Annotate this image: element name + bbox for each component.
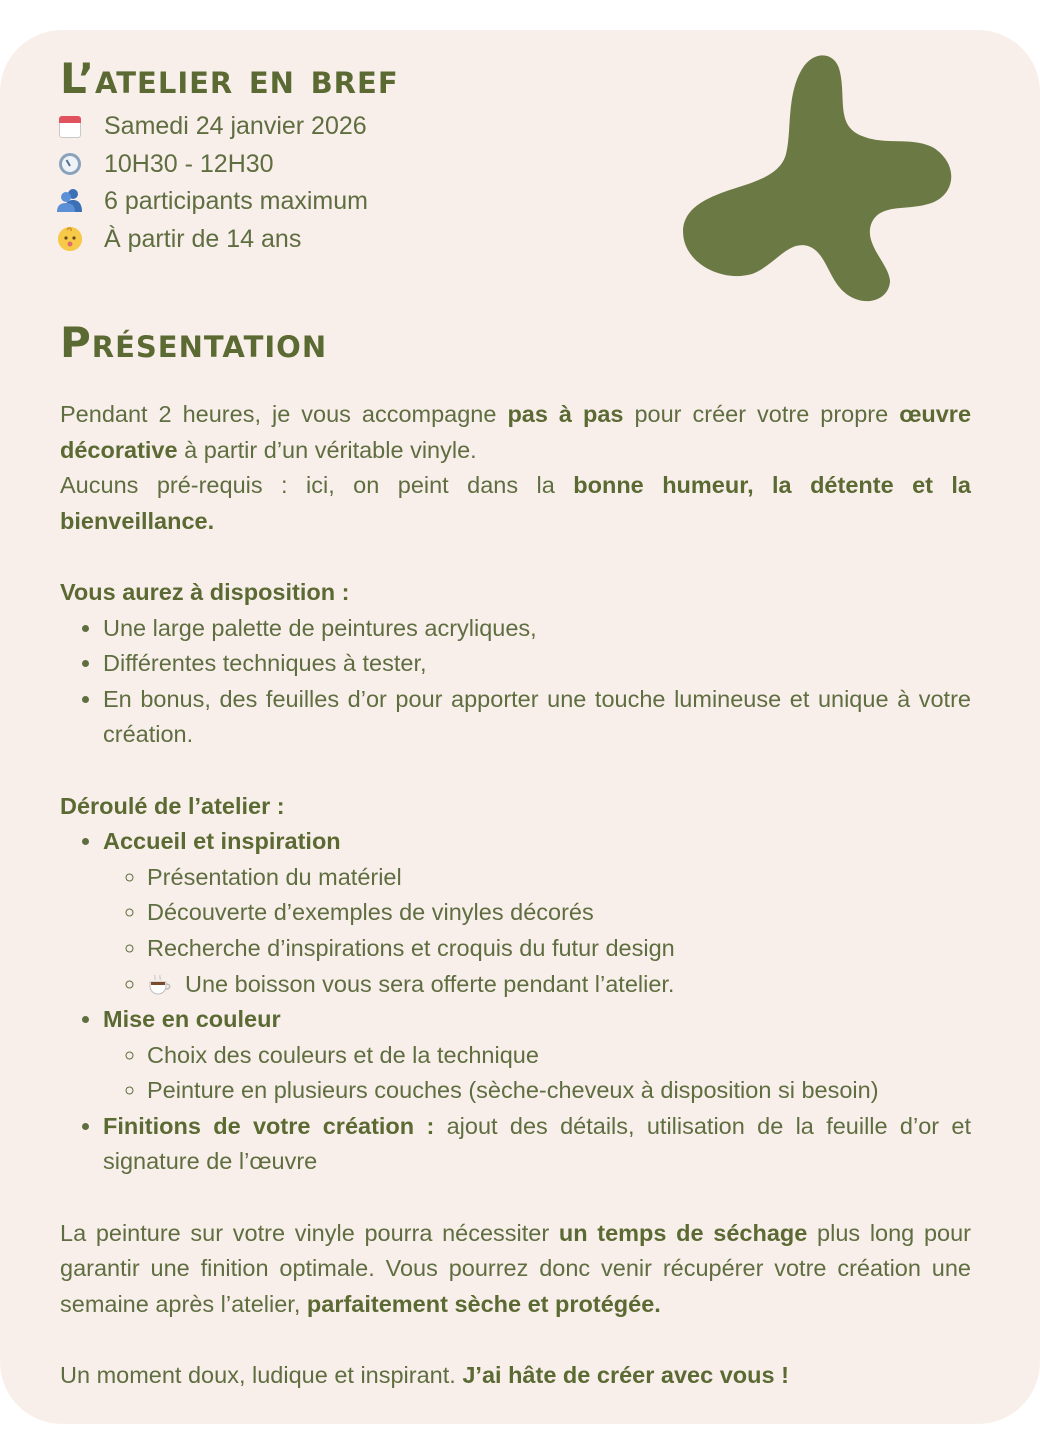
drying-bold-time: un temps de séchage xyxy=(558,1219,808,1246)
step-title: Finitions de votre création : xyxy=(103,1112,435,1139)
calendar-icon xyxy=(59,116,81,138)
list-item: ◦ Présentation du matériel xyxy=(147,860,971,896)
brief-participants-text: 6 participants maximum xyxy=(104,187,368,215)
brief-item-age xyxy=(56,221,368,259)
brief-list xyxy=(56,108,368,258)
schedule-heading-text: Déroulé de l’atelier : xyxy=(60,792,285,819)
baby-icon xyxy=(58,227,82,251)
intro-bold-step: pas à pas xyxy=(507,401,624,427)
prereq-bold: bonne humeur, la détente et la bienveillance. xyxy=(60,472,971,534)
intro-text-d: à partir d’un véritable vinyle. xyxy=(177,436,477,463)
brief-age-text: À partir de 14 ans xyxy=(104,224,302,253)
list-item: • En bonus, des feuilles d’or pour apporter une touche lumineuse et unique à votre création. xyxy=(103,682,971,753)
list-item: ◦ Choix des couleurs et de la technique xyxy=(147,1038,971,1074)
clock-icon xyxy=(59,153,81,175)
list-item: ◦ Découverte d’exemples de vinyles décorés xyxy=(147,895,971,931)
people-icon xyxy=(56,188,84,216)
intro-bold-work: œuvre décorative xyxy=(60,401,972,463)
brief-item-time xyxy=(56,146,368,184)
brief-heading: L’atelier en bref xyxy=(60,54,399,103)
decorative-blob-shape xyxy=(676,52,956,302)
drink-text: Une boisson vous sera offerte pendant l’atelier. xyxy=(185,970,675,997)
drying-paragraph xyxy=(60,1216,971,1323)
intro-paragraph xyxy=(60,397,971,468)
schedule-step-finish xyxy=(103,1109,971,1180)
drying-text-a: La peinture sur votre vinyle pourra nécessiter xyxy=(60,1219,559,1246)
closing-paragraph xyxy=(60,1358,971,1394)
finish-text: ajout des détails, utilisation de la feuille d’or et signature de l’œuvre xyxy=(103,1112,972,1175)
brief-item-date xyxy=(56,108,368,146)
color-sublist xyxy=(103,1038,971,1109)
prereq-text: Aucuns pré-requis : ici, on peint dans la xyxy=(60,472,574,499)
closing-bold: J’ai hâte de créer avec vous ! xyxy=(462,1362,789,1389)
intro-text-a: Pendant 2 heures, je vous accompagne xyxy=(60,401,508,427)
schedule-step-color xyxy=(103,1002,971,1109)
list-item: ◦ Peinture en plusieurs couches (sèche-cheveux à disposition si besoin) xyxy=(147,1073,971,1109)
schedule-heading xyxy=(60,789,971,825)
hot-drink-icon xyxy=(147,967,173,1003)
brief-item-participants xyxy=(56,183,368,221)
list-item: • Une large palette de peintures acryliques, xyxy=(103,611,971,647)
presentation-body xyxy=(60,397,971,1394)
list-item: ◦ Recherche d’inspirations et croquis du futur design xyxy=(147,931,971,967)
materials-heading-text: Vous aurez à disposition : xyxy=(60,578,350,605)
materials-heading xyxy=(60,575,971,611)
presentation-heading: Présentation xyxy=(60,318,328,367)
welcome-sublist xyxy=(103,860,971,1002)
closing-text: Un moment doux, ludique et inspirant. xyxy=(60,1362,463,1389)
drying-bold-dry: parfaitement sèche et protégée. xyxy=(306,1290,661,1317)
prereq-paragraph xyxy=(60,468,971,539)
list-item xyxy=(147,967,971,1003)
intro-text-c: pour créer votre propre xyxy=(623,401,900,427)
brief-time-text: 10H30 - 12H30 xyxy=(104,149,274,178)
list-item: • Différentes techniques à tester, xyxy=(103,646,971,682)
schedule-list xyxy=(60,824,971,1180)
step-title: Accueil et inspiration xyxy=(103,828,341,855)
step-title: Mise en couleur xyxy=(103,1006,281,1033)
schedule-step-welcome xyxy=(103,824,971,1002)
brief-date-text: Samedi 24 janvier 2026 xyxy=(104,112,367,140)
drying-text-c: plus long pour garantir une finition optimale. Vous pourrez donc venir récupérer votre création une semaine après l’atelier, xyxy=(60,1219,971,1317)
materials-list xyxy=(60,611,971,753)
